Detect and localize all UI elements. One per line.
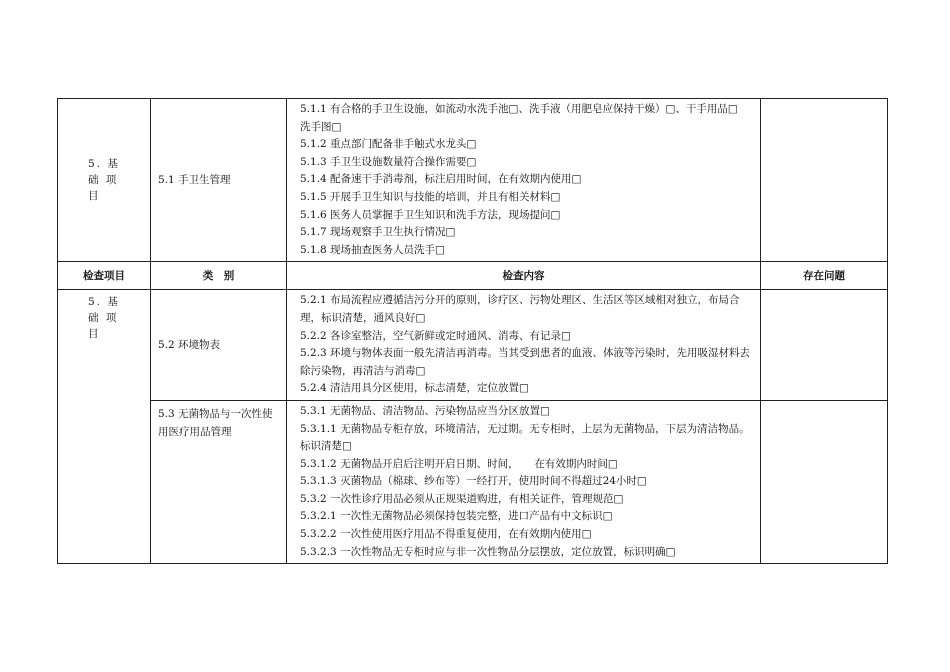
header-item: 检查项目 xyxy=(58,262,151,290)
subcategory-cell xyxy=(151,400,287,563)
subcategory-cell xyxy=(151,99,287,262)
content-line: 5.1.6 医务人员掌握手卫生知识和洗手方法，现场提问□ xyxy=(300,208,561,221)
subcategory-cell xyxy=(151,290,287,401)
content-line: 5.3.2.1 一次性无菌物品必须保持包装完整，进口产品有中文标识□ xyxy=(300,510,613,523)
header-issue: 存在问题 xyxy=(761,262,888,290)
content-line: 5.1.7 现场观察手卫生执行情况□ xyxy=(300,226,456,239)
subcategory-label: 5.3 无菌物品与一次性使用医疗用品管理 xyxy=(158,407,273,438)
content-cell xyxy=(287,99,761,262)
content-line: 5.1.2 重点部门配备非手触式水龙头□ xyxy=(300,138,477,151)
content-line: 5.2.4 清洁用具分区使用，标志清楚，定位放置□ xyxy=(300,382,529,395)
category-label: 5. 基 础 项 目 xyxy=(88,158,120,203)
content-line: 5.1.3 手卫生设施数量符合操作需要□ xyxy=(300,155,477,168)
subcategory-label: 5.2 环境物表 xyxy=(158,339,221,352)
content-line: 5.3.2 一次性诊疗用品必须从正规渠道购进，有相关证件，管理规范□ xyxy=(300,492,624,505)
content-line: 5.1.5 开展手卫生知识与技能的培训，并且有相关材料□ xyxy=(300,190,561,203)
inspection-table xyxy=(57,98,888,564)
category-cell xyxy=(58,290,151,564)
table-row xyxy=(58,290,888,401)
content-line: 5.3.2.3 一次性物品无专柜时应与非一次性物品分层摆放，定位放置，标识明确□ xyxy=(300,545,676,558)
content-line: 5.3.1.2 无菌物品开启后注明开启日期、时间， 在有效期内时间□ xyxy=(300,457,618,470)
header-content: 检查内容 xyxy=(287,262,761,290)
content-line: 5.3.1.1 无菌物品专柜存放，环境清洁，无过期。无专柜时，上层为无菌物品，下层为清洁物品。标识清楚□ xyxy=(300,422,750,453)
content-cell xyxy=(287,290,761,401)
category-cell xyxy=(58,99,151,262)
content-line: 5.2.3 环境与物体表面一般先清洁再消毒。当其受到患者的血液、体液等污染时，先用吸湿材料去除污染物，再清洁与消毒□ xyxy=(300,347,751,377)
content-cell xyxy=(287,400,761,563)
content-line: 5.3.2.2 一次性使用医疗用品不得重复使用，在有效期内使用□ xyxy=(300,528,592,541)
issue-cell xyxy=(761,290,888,401)
category-label: 5. 基 础 项 目 xyxy=(88,296,120,341)
issue-cell xyxy=(761,99,888,262)
content-line: 5.2.2 各诊室整洁，空气新鲜或定时通风、消毒、有记录□ xyxy=(300,329,571,342)
content-line: 5.3.1 无菌物品、清洁物品、污染物品应当分区放置□ xyxy=(300,404,550,417)
table-row xyxy=(58,400,888,563)
issue-cell xyxy=(761,400,888,563)
content-line: 5.3.1.3 灭菌物品（棉球、纱布等）一经打开，使用时间不得超过24小时□ xyxy=(300,475,647,488)
content-line: 5.1.1 有合格的手卫生设施，如流动水洗手池□、洗手液（用肥皂应保持干燥）□、干手用品□ 洗手图□ xyxy=(300,103,759,133)
content-line: 5.2.1 布局流程应遵循洁污分开的原则，诊疗区、污物处理区、生活区等区域相对独立，布局合理，标识清楚，通风良好□ xyxy=(300,294,740,324)
table-row xyxy=(58,99,888,262)
content-line: 5.1.4 配备速干手消毒剂，标注启用时间，在有效期内使用□ xyxy=(300,173,582,186)
content-line: 5.1.8 现场抽查医务人员洗手□ xyxy=(300,243,445,256)
table-header-row xyxy=(58,262,888,290)
subcategory-label: 5.1 手卫生管理 xyxy=(158,174,231,187)
header-category: 类 别 xyxy=(151,262,287,290)
